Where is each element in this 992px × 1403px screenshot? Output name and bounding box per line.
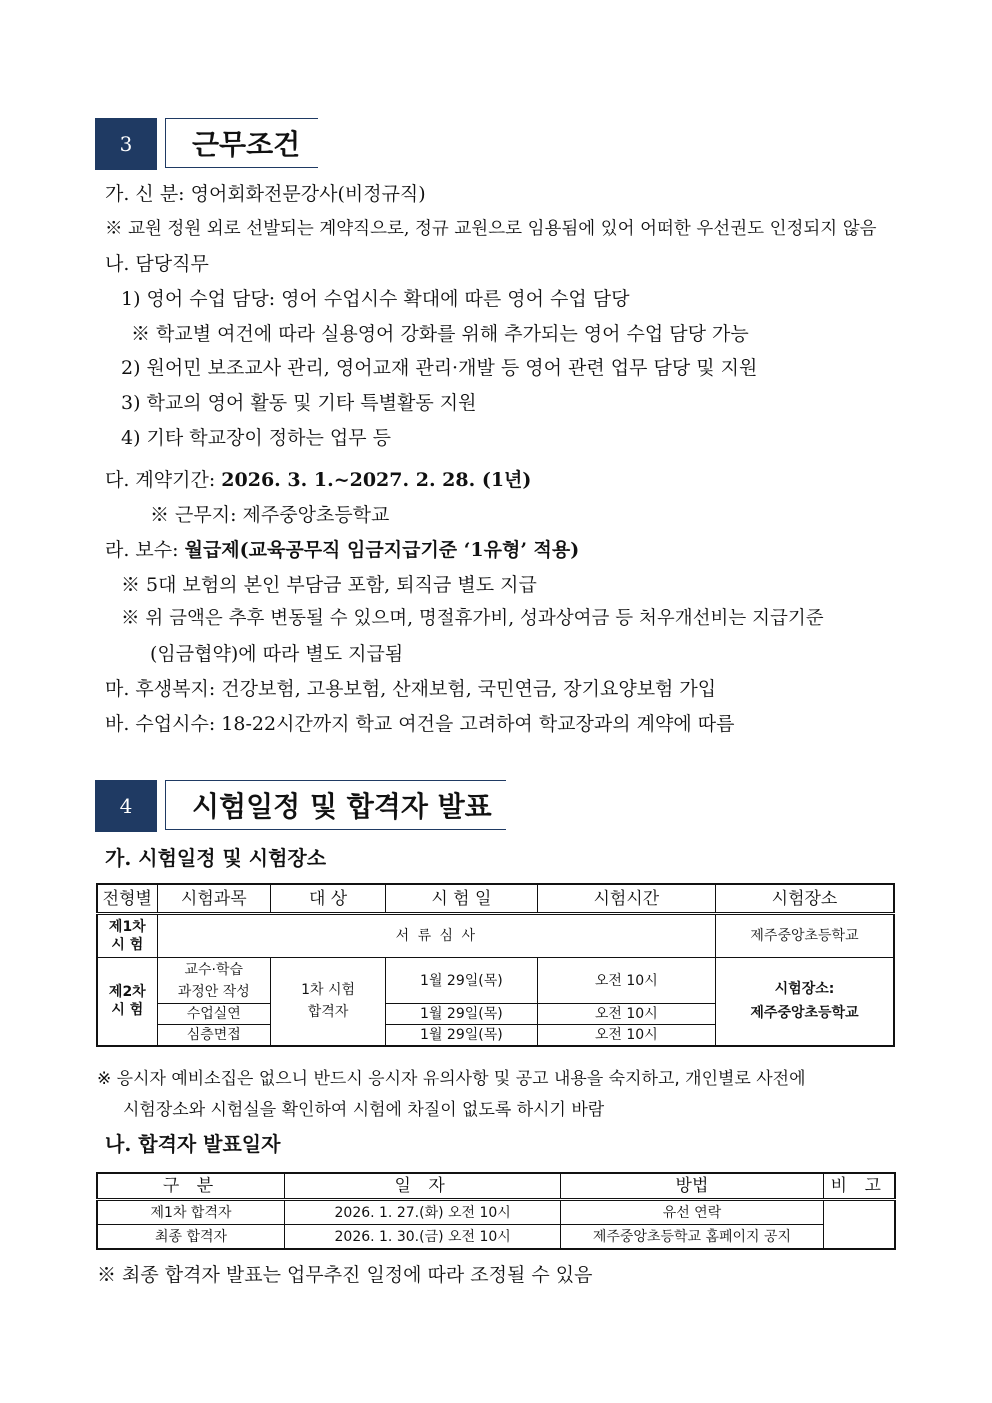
note: ※ 응시자 예비소집은 없으니 반드시 응시자 유의사항 및 공고 내용을 숙지하고, 개인별로 사전에	[97, 1069, 806, 1089]
subsection-heading: 가. 시험일정 및 시험장소	[105, 846, 327, 870]
column-header: 전형별	[97, 884, 157, 914]
exam-time: 오전 10시	[537, 1025, 715, 1046]
subsection-heading: 나. 합격자 발표일자	[105, 1132, 281, 1156]
welfare: 마. 후생복지: 건강보험, 고용보험, 산재보험, 국민연금, 장기요양보험 가입	[105, 678, 717, 700]
exam-date: 1월 29일(목)	[386, 1004, 537, 1025]
exam-subject: 교수·학습 과정안 작성	[157, 958, 270, 1004]
exam-target: 1차 시험 합격자	[270, 958, 385, 1046]
pay-note: (임금협약)에 따라 별도 지급됨	[150, 643, 404, 665]
section-number: 3	[95, 118, 157, 170]
exam-time: 오전 10시	[537, 1004, 715, 1025]
contract-value: 2026. 3. 1.~2027. 2. 28. (1년)	[221, 469, 532, 491]
text-line: 나. 담당직무	[105, 253, 209, 275]
result-type: 최종 합격자	[97, 1225, 285, 1250]
column-header: 시험장소	[716, 884, 894, 914]
result-date: 2026. 1. 30.(금) 오전 10시	[285, 1225, 561, 1250]
table-row	[97, 1225, 895, 1250]
table-row	[97, 958, 894, 1004]
section-4-header	[95, 780, 506, 832]
contract-label: 다. 계약기간:	[105, 469, 222, 491]
result-table	[96, 1172, 896, 1250]
exam-date: 1월 29일(목)	[386, 1025, 537, 1046]
round-label: 제2차 시 험	[97, 958, 157, 1046]
column-header: 비 고	[823, 1173, 895, 1200]
table-header-row	[97, 1173, 895, 1200]
column-header: 시험시간	[537, 884, 715, 914]
exam-date: 1월 29일(목)	[386, 958, 537, 1004]
workplace: ※ 근무지: 제주중앙초등학교	[150, 504, 390, 526]
pay-note: ※ 위 금액은 추후 변동될 수 있으며, 명절휴가비, 성과상여금 등 처우개선비는 지급기준	[121, 608, 824, 629]
section-number: 4	[95, 780, 157, 832]
round-label: 제1차 시 험	[97, 914, 157, 958]
text-line: 3) 학교의 영어 활동 및 기타 특별활동 지원	[121, 392, 477, 414]
column-header: 시험과목	[157, 884, 270, 914]
exam-place: 시험장소: 제주중앙초등학교	[716, 958, 894, 1046]
exam-time: 오전 10시	[537, 958, 715, 1004]
exam-subject: 심층면접	[157, 1025, 270, 1046]
pay-note: ※ 5대 보험의 본인 부담금 포함, 퇴직금 별도 지급	[121, 574, 537, 596]
final-note: ※ 최종 합격자 발표는 업무추진 일정에 따라 조정될 수 있음	[97, 1264, 593, 1286]
note: 시험장소와 시험실을 확인하여 시험에 차질이 없도록 하시기 바람	[123, 1100, 605, 1120]
section-title: 근무조건	[165, 118, 318, 168]
pay-label: 라. 보수:	[105, 539, 185, 561]
exam-subject: 수업실연	[157, 1004, 270, 1025]
text-line: 1) 영어 수업 담당: 영어 수업시수 확대에 따른 영어 수업 담당	[121, 288, 630, 310]
section-title: 시험일정 및 합격자 발표	[165, 780, 506, 830]
pay-value: 월급제(교육공무직 임금지급기준 ‘1유형’ 적용)	[184, 539, 580, 561]
result-method: 제주중앙초등학교 홈페이지 공지	[561, 1225, 823, 1250]
table-header-row	[97, 884, 894, 914]
result-method: 유선 연락	[561, 1200, 823, 1225]
pay	[105, 537, 579, 563]
result-type: 제1차 합격자	[97, 1200, 285, 1225]
text-line: 가. 신 분: 영어회화전문강사(비정규직)	[105, 183, 426, 205]
section-3-header	[95, 118, 318, 170]
column-header: 구 분	[97, 1173, 285, 1200]
text-line: ※ 교원 정원 외로 선발되는 계약직으로, 정규 교원으로 임용됨에 있어 어떠한 우선권도 인정되지 않음	[105, 219, 877, 239]
column-header: 대 상	[270, 884, 385, 914]
result-date: 2026. 1. 27.(화) 오전 10시	[285, 1200, 561, 1225]
contract-period	[105, 467, 531, 493]
exam-schedule-table	[96, 883, 895, 1047]
table-row	[97, 1200, 895, 1225]
text-line: 4) 기타 학교장이 정하는 업무 등	[121, 427, 391, 449]
round1-content: 서 류 심 사	[157, 914, 715, 958]
exam-place: 제주중앙초등학교	[716, 914, 894, 958]
table-row	[97, 914, 894, 958]
text-line: 2) 원어민 보조교사 관리, 영어교재 관리·개발 등 영어 관련 업무 담당 및 지원	[121, 357, 758, 379]
class-hours: 바. 수업시수: 18-22시간까지 학교 여건을 고려하여 학교장과의 계약에 따름	[105, 713, 735, 735]
result-remark	[823, 1200, 895, 1250]
column-header: 일 자	[285, 1173, 561, 1200]
text-line: ※ 학교별 여건에 따라 실용영어 강화를 위해 추가되는 영어 수업 담당 가능	[131, 323, 749, 345]
column-header: 방법	[561, 1173, 823, 1200]
column-header: 시 험 일	[386, 884, 537, 914]
